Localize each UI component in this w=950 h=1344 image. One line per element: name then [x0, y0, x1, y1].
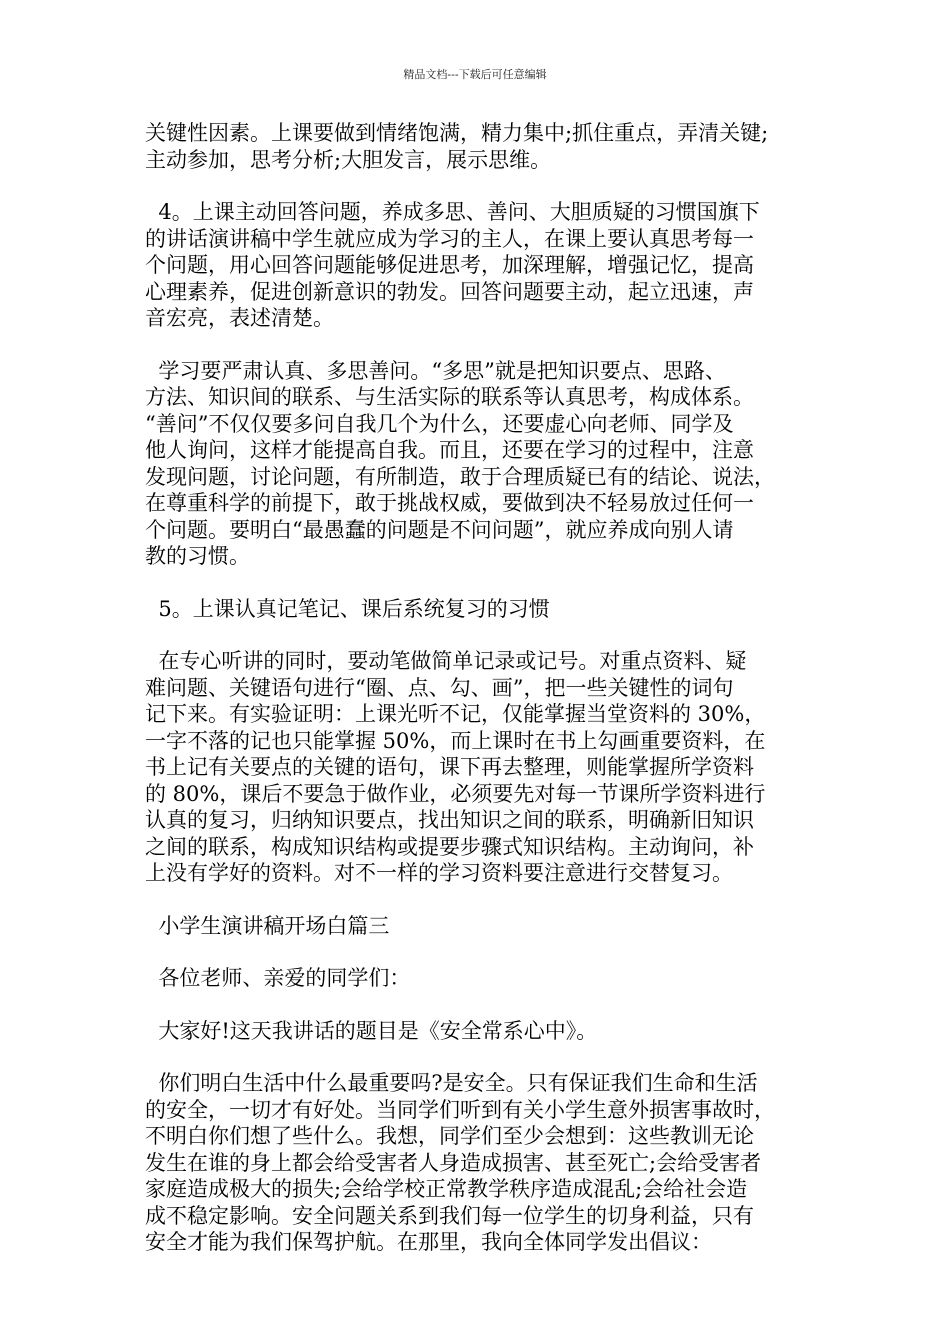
paragraph: 大家好!这天我讲话的题目是《安全常系心中》。 [145, 1018, 598, 1043]
document-body [145, 120, 820, 1256]
paragraph: 5。上课认真记笔记、课后系统复习的习惯 [145, 596, 550, 621]
section-heading: 小学生演讲稿开场白篇三 [145, 913, 390, 938]
paragraph: 在专心听讲的同时，要动笔做简单记录或记号。对重点资料、疑 难问题、关键语句进行“圈、点、勾、画”，把一些关键性的词句 记下来。有实验证明：上课光听不记，仅能掌握当堂资料的 30%， 一字不落的记也只能掌握 50%，而上课时在书上勾画重要资料，在 书上记有关要点的关键的语句，课下再去整理，则能掌握所学资料 的 80%，课后不要急于做作业，必须要先对每一节课所学资料进行 认真的复习，归纳知识要点，找出知识之间的联系，明确新旧知识 之间的联系，构成知识结构或提要步骤式知识结构。主动询问，补 上没有学好的资料。对不一样的学习资料要注意进行交替复习。 [145, 649, 766, 885]
paragraph: 关键性因素。上课要做到情绪饱满，精力集中;抓住重点，弄清关键; 主动参加，思考分析;大胆发言，展示思维。 [145, 121, 769, 172]
page-header: 精品文档---下载后可任意编辑 [403, 68, 547, 81]
paragraph: 学习要严肃认真、多思善问。“多思”就是把知识要点、思路、 方法、知识间的联系、与生活实际的联系等认真思考，构成体系。 “善问”不仅仅要多问自我几个为什么，还要虚心向老师、同学及 他人询问，这样才能提高自我。而且，还要在学习的过程中，注意 发现问题，讨论问题，有所制造，敢于合理质疑已有的结论、说法， 在尊重科学的前提下，敢于挑战权威，要做到决不轻易放过任何一 个问题。要明白“最愚蠢的问题是不问问题”，就应养成向别人请 教的习惯。 [145, 358, 775, 568]
paragraph: 4。上课主动回答问题，养成多思、善问、大胆质疑的习惯国旗下 的讲话演讲稿中学生就应成为学习的主人，在课上要认真思考每一 个问题，用心回答问题能够促进思考，加深理解，增强记忆，提高 心理素养，促进创新意识的勃发。回答问题要主动，起立迅速，声 音宏亮，表述清楚。 [145, 200, 760, 330]
salutation: 各位老师、亲爱的同学们： [145, 966, 411, 990]
paragraph: 你们明白生活中什么最重要吗?是安全。只有保证我们生命和生活 的安全，一切才有好处。当同学们听到有关小学生意外损害事故时， 不明白你们想了些什么。我想，同学们至少会想到：这些教训无论 发生在谁的身上都会给受害者人身造成损害、甚至死亡;会给受害者 家庭造成极大的损失;会给学校正常教学秩序造成混乱;会给社会造 成不稳定影响。安全问题关系到我们每一位学生的切身利益，只有 安全才能为我们保驾护航。在那里，我向全体同学发出倡议： [145, 1071, 775, 1254]
